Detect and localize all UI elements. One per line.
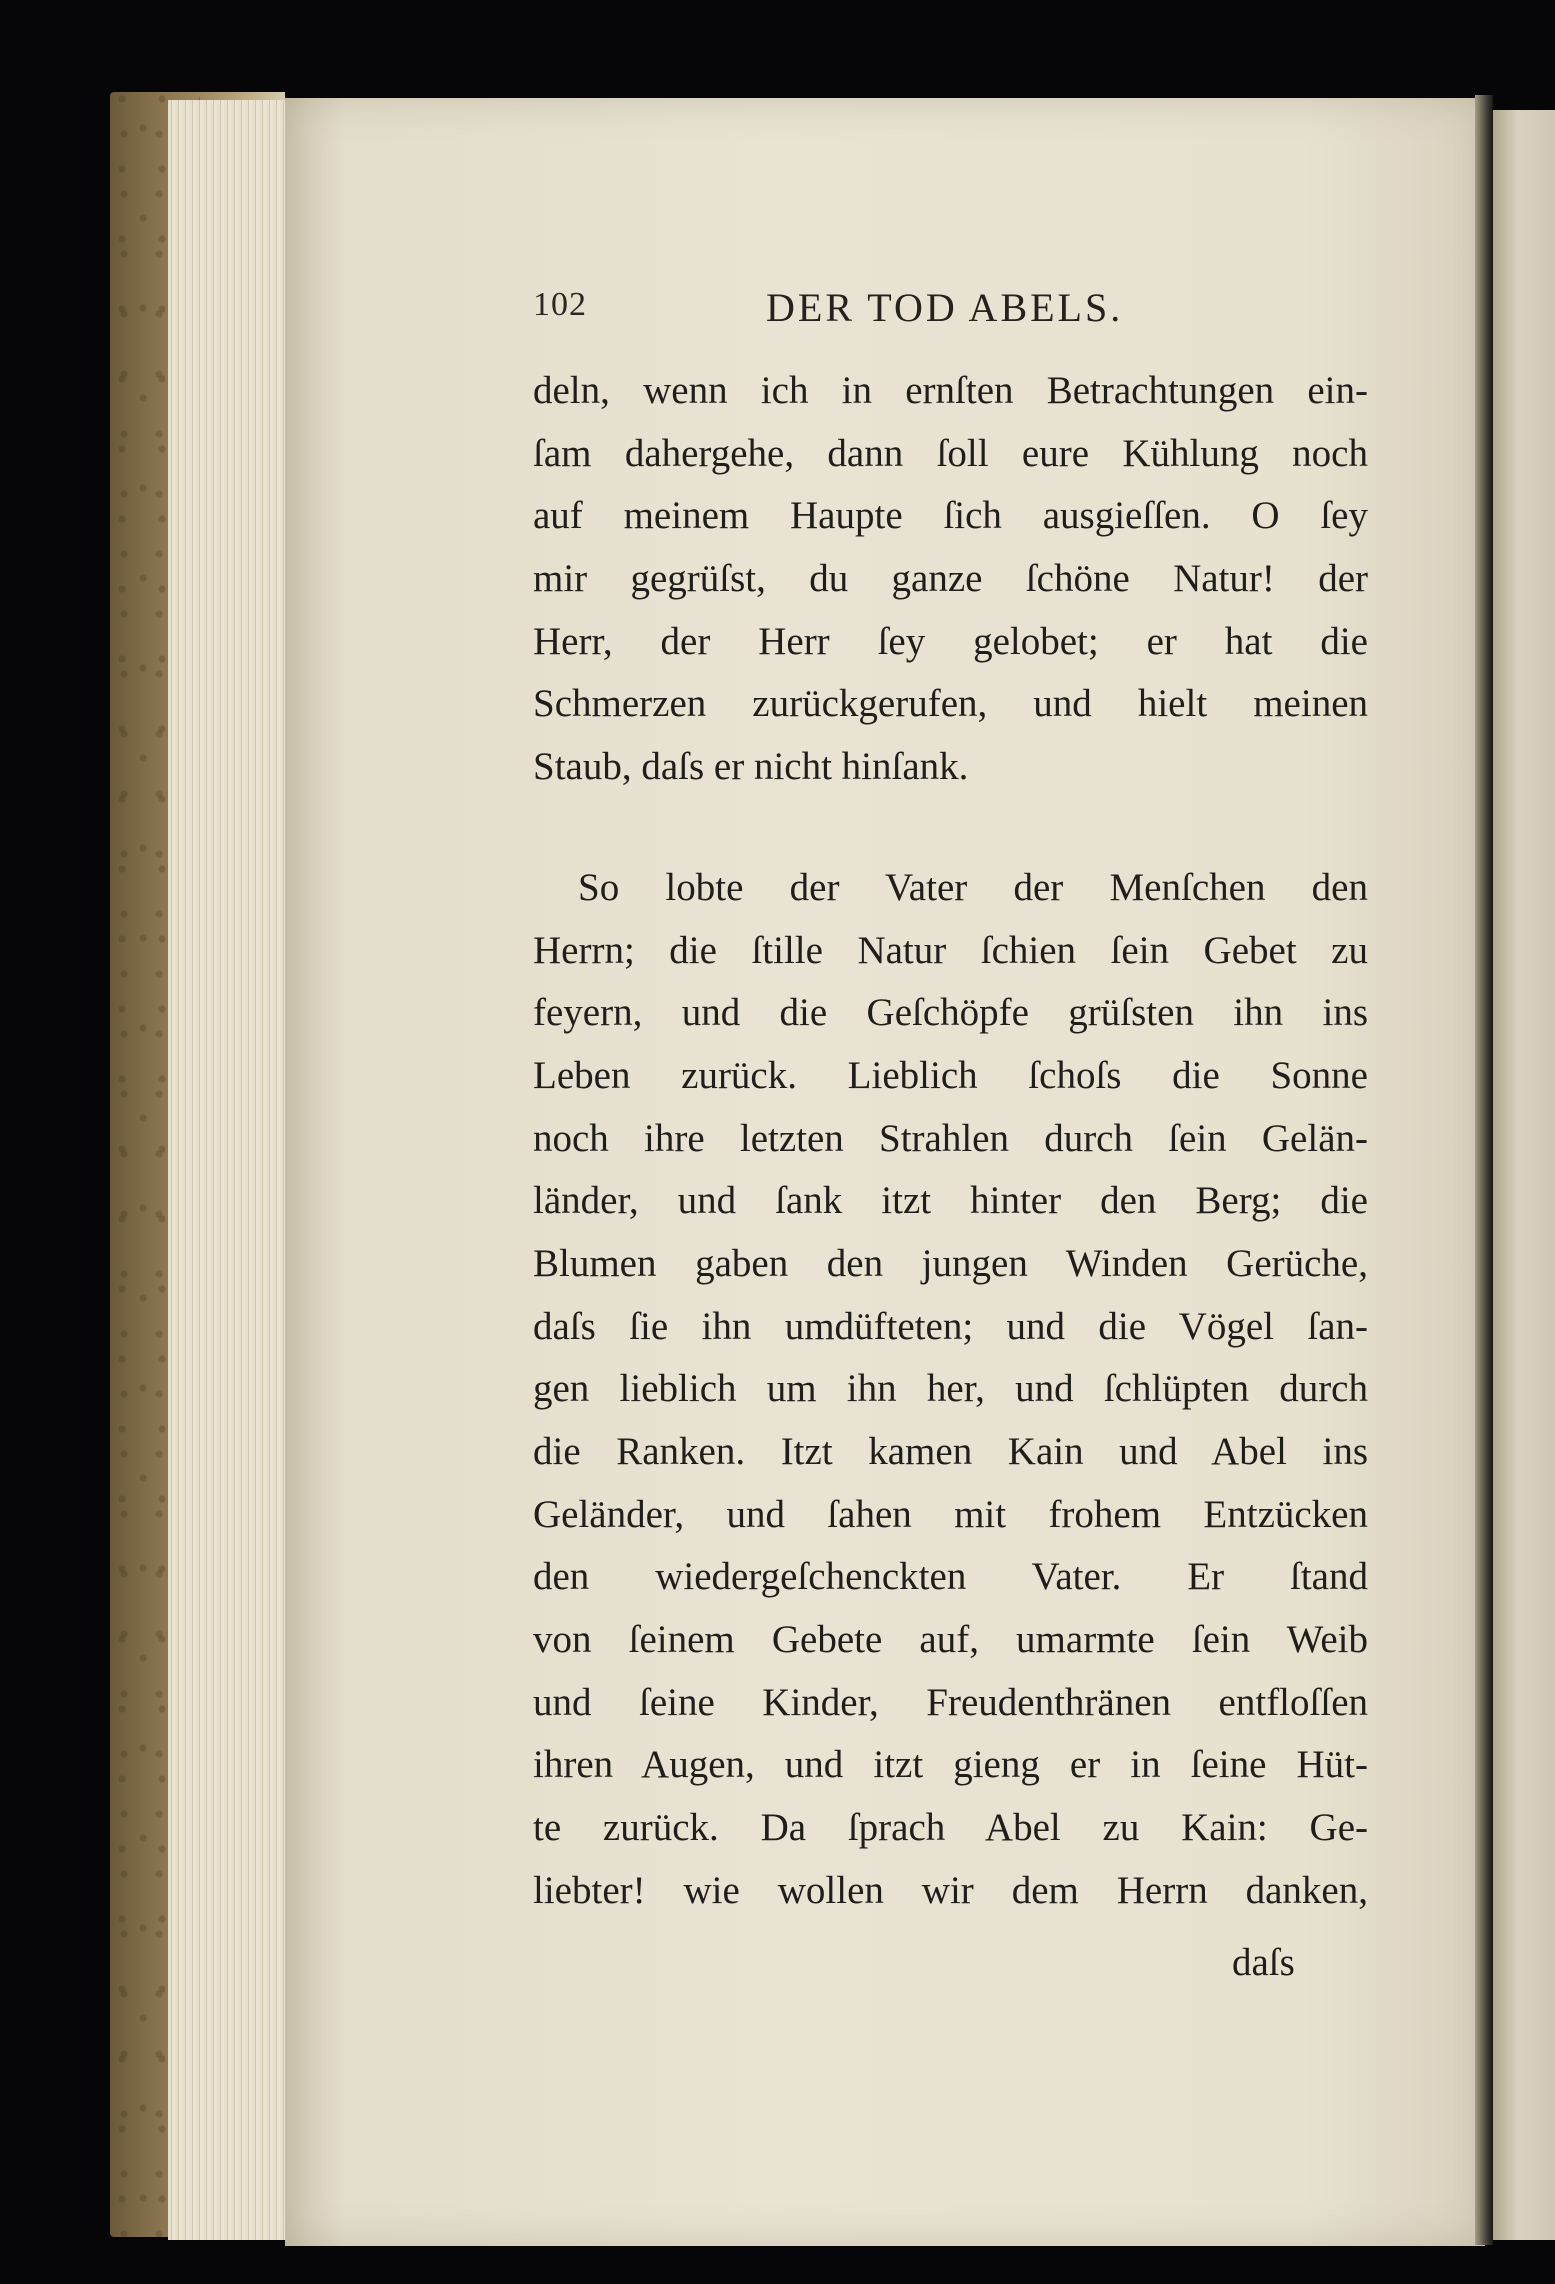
text-line: deln, wenn ich in ernſten Betrachtungen ein- xyxy=(533,369,1368,412)
text-line: Herrn; die ſtille Natur ſchien ſein Gebet zu xyxy=(533,928,1368,972)
catchword: daſs xyxy=(1232,1941,1295,1984)
text-line: Geländer, und ſahen mit frohem Entzücken xyxy=(533,1492,1368,1536)
text-line: ſam dahergehe, dann ſoll eure Kühlung noch xyxy=(533,431,1368,475)
text-line: auf meinem Haupte ſich ausgieſſen. O ſey xyxy=(533,494,1368,538)
text-line: von ſeinem Gebete auf, umarmte ſein Weib xyxy=(533,1618,1368,1662)
text-line: gen lieblich um ihn her, und ſchlüpten durch xyxy=(533,1367,1368,1411)
text-line: So lobte der Vater der Menſchen den xyxy=(578,865,1368,909)
text-line: noch ihre letzten Strahlen durch ſein Gelän- xyxy=(533,1116,1368,1160)
text-line: Herr, der Herr ſey gelobet; er hat die xyxy=(533,619,1368,663)
text-line: liebter! wie wollen wir dem Herrn danken, xyxy=(533,1868,1368,1912)
running-head xyxy=(533,286,1173,336)
text-line: Schmerzen zurückgerufen, und hielt meinen xyxy=(533,682,1368,726)
book-gutter xyxy=(1475,95,1493,2245)
text-line: feyern, und die Geſchöpfe grüſsten ihn ins xyxy=(533,991,1368,1035)
text-line: Leben zurück. Lieblich ſchoſs die Sonne xyxy=(533,1053,1368,1097)
facing-page-edge xyxy=(1493,110,1555,2240)
text-line: Blumen gaben den jungen Winden Gerüche, xyxy=(533,1241,1368,1285)
text-line: mir gegrüſst, du ganze ſchöne Natur! der xyxy=(533,557,1368,601)
text-line: und ſeine Kinder, Freudenthränen entfloſſen xyxy=(533,1680,1368,1724)
page-stack xyxy=(168,100,286,2240)
running-title: DER TOD ABELS. xyxy=(766,285,1124,330)
text-line: den wiedergeſchenckten Vater. Er ſtand xyxy=(533,1555,1368,1599)
text-line: länder, und ſank itzt hinter den Berg; die xyxy=(533,1179,1368,1223)
text-line: ihren Augen, und itzt gieng er in ſeine Hüt- xyxy=(533,1743,1368,1787)
paragraph-gap xyxy=(533,799,1368,857)
text-line: die Ranken. Itzt kamen Kain und Abel ins xyxy=(533,1430,1368,1473)
text-line: Staub, daſs er nicht hinſank. xyxy=(533,745,969,789)
body-text xyxy=(533,360,1368,1923)
text-line: daſs ſie ihn umdüfteten; und die Vögel ſan- xyxy=(533,1304,1368,1348)
page-number: 102 xyxy=(533,286,587,323)
text-line: te zurück. Da ſprach Abel zu Kain: Ge- xyxy=(533,1806,1368,1850)
